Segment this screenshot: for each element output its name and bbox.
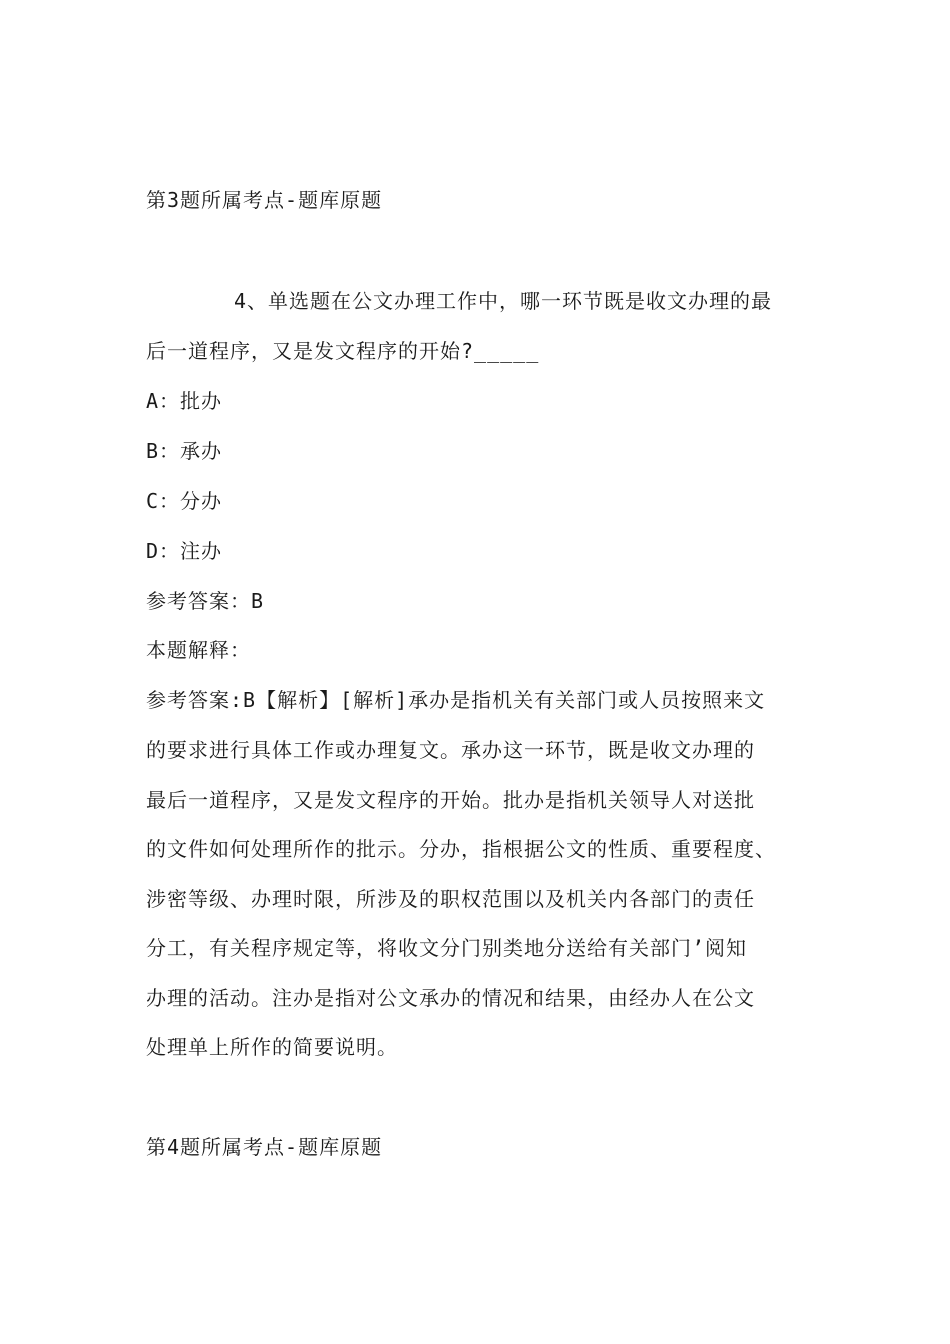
explanation-line: 的文件如何处理所作的批示。分办，指根据公文的性质、重要程度、 (146, 837, 776, 861)
question-line-1: 4、单选题在公文办理工作中，哪一环节既是收文办理的最 (234, 289, 773, 313)
explanation-line: 最后一道程序，又是发文程序的开始。批办是指机关领导人对送批 (146, 788, 755, 812)
question-line-2: 后一道程序，又是发文程序的开始?_____ (146, 339, 540, 363)
option-b: B：承办 (146, 439, 223, 463)
option-a: A：批办 (146, 389, 223, 413)
section-3-title: 第3题所属考点-题库原题 (146, 188, 383, 212)
explanation-label: 本题解释： (146, 638, 251, 662)
explanation-line: 分工，有关程序规定等，将收文分门别类地分送给有关部门’阅知 (146, 936, 748, 960)
explanation-line: 处理单上所作的简要说明。 (146, 1035, 398, 1059)
explanation-line: 的要求进行具体工作或办理复文。承办这一环节，既是收文办理的 (146, 738, 755, 762)
reference-answer: 参考答案：B (146, 589, 265, 613)
explanation-line: 涉密等级、办理时限，所涉及的职权范围以及机关内各部门的责任 (146, 887, 755, 911)
explanation-line: 办理的活动。注办是指对公文承办的情况和结果，由经办人在公文 (146, 986, 755, 1010)
section-4-title: 第4题所属考点-题库原题 (146, 1135, 383, 1159)
option-d: D：注办 (146, 539, 223, 563)
option-c: C：分办 (146, 489, 223, 513)
explanation-line: 参考答案:B【解析】[解析]承办是指机关有关部门或人员按照来文 (146, 688, 766, 712)
